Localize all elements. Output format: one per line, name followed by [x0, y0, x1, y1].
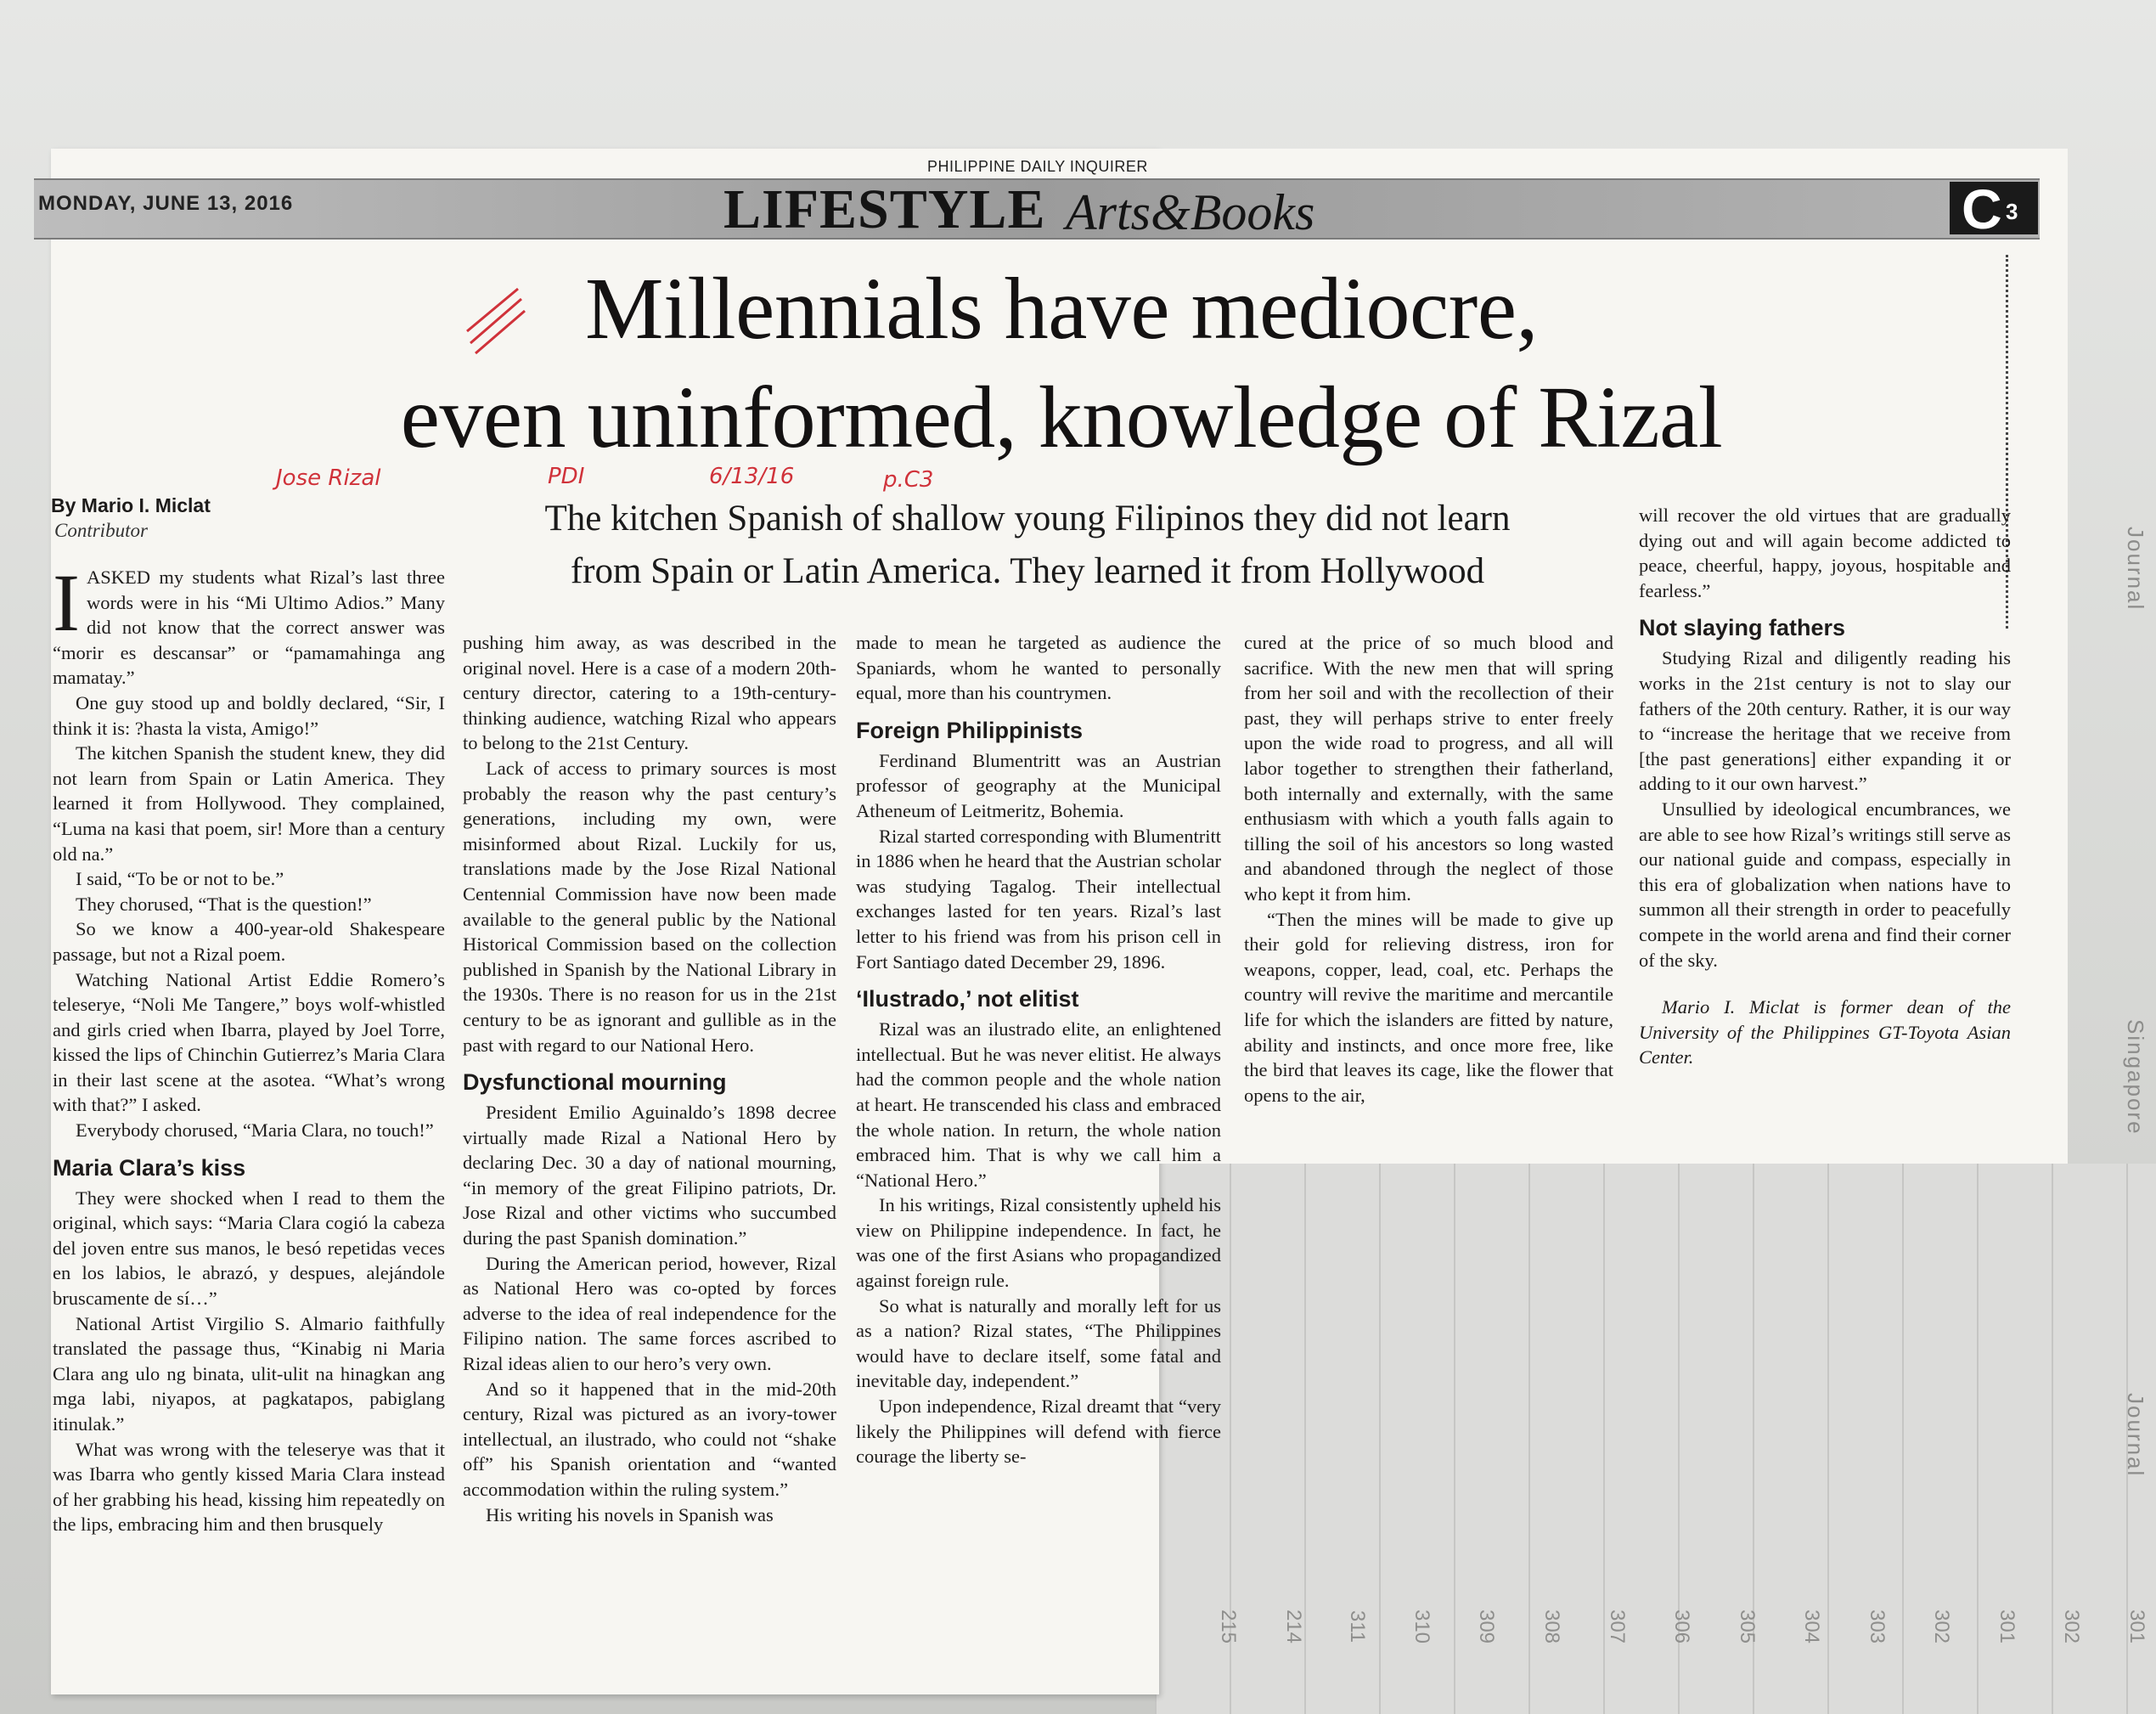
paragraph: “Then the mines will be made to give up their gold for relieving distress, iron for weapons, copper, lead, coal, etc. Perhaps the country will revive the maritime and mercantile life for which the islanders are fitted by nature, ability and instincts, and once more free, like the bird that leaves its cage, like the flower that opens to the air,: [1244, 908, 1613, 1106]
paragraph: Lack of access to primary sources is most probably the reason why the past century’s generations, including my own, were misinformed about Rizal. Luckily for us, translations made by the Jose Rizal National Centennial Commission have now been made available to the general public by the National Historical Commission based on the collection published in Spanish by the National Library in the 1930s. There is no reason for us in the 21st century to be as ignorant and gullible as in the past with regard to our National Hero.: [463, 757, 836, 1056]
page-section-letter: C: [1962, 178, 2002, 240]
ledger-number: 302: [2060, 1609, 2084, 1644]
ledger-column-numbers: [1206, 1610, 2148, 1644]
ledger-number: 310: [1410, 1609, 1433, 1644]
paragraph: The kitchen Spanish the student knew, they did not learn from Spain or Latin America. They learned it from Hollywood. They complained, “Luma na kasi that poem, sir! More than a century old na.”: [53, 742, 445, 865]
column-2: [463, 630, 836, 1527]
ledger-number: 304: [1800, 1609, 1824, 1644]
ledger-number: 309: [1475, 1609, 1499, 1644]
subhead: Dysfunctional mourning: [463, 1069, 727, 1096]
paragraph: They chorused, “That is the question!”: [76, 893, 372, 915]
headline-line-1: Millennials have mediocre,: [585, 260, 1538, 358]
headline-line-2: even uninformed, knowledge of Rizal: [400, 369, 1723, 466]
ledger-number: 311: [1346, 1610, 1370, 1644]
ledger-number: 302: [1930, 1609, 1954, 1644]
paragraph: President Emilio Aguinaldo’s 1898 decree virtually made Rizal a National Hero by declaring Dec. 30 a day of national mourning, “in memory of the great Filipino patriots, Dr. Jose Rizal and other victims who succumbed during the past Spanish domination.”: [463, 1102, 836, 1249]
drop-cap: I: [53, 557, 80, 648]
ledger-number: 301: [1995, 1609, 2018, 1644]
annotation-name: Jose Rizal: [276, 465, 381, 491]
ledger-side-label: Journal: [2123, 527, 2148, 612]
author-bio: Mario I. Miclat is former dean of the University of the Philippines GT-Toyota Asian Center.: [1639, 996, 2011, 1068]
paragraph: In his writings, Rizal consistently upheld his view on Philippine independence. In fact, he was one of the first Asians who propagandized against foreign rule.: [856, 1194, 1221, 1292]
paragraph: Everybody chorused, “Maria Clara, no touch!”: [76, 1119, 434, 1142]
paragraph: So what is naturally and morally left for us as a nation? Rizal states, “The Philippines would have to declare itself, some fatal and inevitable day, independent.”: [856, 1294, 1221, 1392]
column-3: [856, 630, 1221, 1469]
paragraph: And so it happened that in the mid-20th century, Rizal was pictured as an ivory-tower intellectual, an ilustrado, who could not “shake off” his Spanish orientation and “wanted accommodation within the ruling system.”: [463, 1378, 836, 1500]
ledger-number: 305: [1735, 1609, 1759, 1644]
page-badge: [1950, 178, 2038, 240]
annotation-date: 6/13/16: [709, 464, 795, 489]
ledger-number: 307: [1605, 1609, 1629, 1644]
subhead: Maria Clara’s kiss: [53, 1154, 246, 1181]
deck-line-2: from Spain or Latin America. They learned it from Hollywood: [570, 551, 1485, 591]
section-subtitle: Arts&Books: [1066, 184, 1315, 240]
paragraph: What was wrong with the teleserye was that it was Ibarra who gently kissed Maria Clara instead of her grabbing his head, kissing him repeatedly on the lips, embracing him and then brusquely: [53, 1438, 445, 1536]
ledger-number: 215: [1217, 1609, 1241, 1644]
paragraph: Upon independence, Rizal dreamt that “very likely the Philippines will defend with fierce courage the liberty se-: [856, 1395, 1221, 1468]
paragraph: So we know a 400-year-old Shakespeare passage, but not a Rizal poem.: [53, 918, 445, 965]
ledger-number: 301: [2125, 1609, 2148, 1644]
article-deck: [459, 493, 1596, 598]
paragraph: cured at the price of so much blood and sacrifice. With the new men that will spring from her soil and with the recollection of their past, they will perhaps strive to enter freely upon the wide road to progress, and all will labor together to strengthen their fatherland, both internally and externally, with the same enthusiasm with which a youth falls again to tilling the soil of his ancestors so long wasted and abandoned through the neglect of those who kept it from him.: [1244, 632, 1613, 905]
column-5: [1639, 503, 2011, 1070]
subhead: Foreign Philippinists: [856, 717, 1084, 743]
paragraph: I said, “To be or not to be.”: [76, 868, 284, 890]
paragraph: made to mean he targeted as audience the Spaniards, whom he wanted to personally equal, more than his countrymen.: [856, 632, 1221, 704]
paragraph: [53, 557, 445, 691]
ledger-number: 306: [1670, 1609, 1694, 1644]
ledger-number: 308: [1540, 1609, 1563, 1644]
page-number: 3: [2006, 199, 2018, 224]
paragraph: They were shocked when I read to them the original, which says: “Maria Clara cogió la cabeza del joven entre sus manos, le besó repetidas veces en los labios, le abrazó, y despues, alejándole bruscamente de sí…”: [53, 1187, 445, 1310]
subhead: ‘Ilustrado,’ not elitist: [856, 986, 1079, 1012]
ledger-number: 303: [1865, 1609, 1889, 1644]
paragraph: During the American period, however, Rizal as National Hero was co-opted by forces adverse to the idea of real independence for the Filipino nation. The same forces ascribed to Rizal ideas alien to our hero’s very own.: [463, 1252, 836, 1375]
paragraph: Ferdinand Blumentritt was an Austrian professor of geography at the Municipal Atheneum of Leitmeritz, Bohemia.: [856, 749, 1221, 821]
ledger-side-label: Singapore: [2123, 1019, 2148, 1136]
author-role: Contributor: [54, 520, 148, 541]
paragraph: Rizal started corresponding with Blumentritt in 1886 when he heard that the Austrian scholar was studying Tagalog. Their intellectual exchanges lasted for ten years. Rizal’s last letter to his friend was from his prison cell in Fort Santiago dated December 29, 1896.: [856, 825, 1221, 973]
annotation-paper: PDI: [548, 464, 585, 489]
publication-name: PHILIPPINE DAILY INQUIRER: [927, 158, 1148, 175]
deck-line-1: The kitchen Spanish of shallow young Filipinos they did not learn: [544, 499, 1511, 538]
article-byline: By Mario I. Miclat: [51, 494, 211, 516]
paragraph: will recover the old virtues that are gradually dying out and will again become addicted to peace, cheerful, happy, joyous, hospitable and fearless.”: [1639, 505, 2011, 601]
paragraph: National Artist Virgilio S. Almario faithfully translated the passage thus, “Kinabig ni Maria Clara ang ulo ng binata, ulit-ulit na hinagkan ang mga labi, niyapos, at pagkatapos, pabiglang itinulak.”: [53, 1312, 445, 1435]
paragraph: His writing his novels in Spanish was: [486, 1503, 774, 1525]
column-1: [53, 557, 445, 1537]
paragraph: Studying Rizal and diligently reading his works in the 21st century is not to slay our fathers of the 20th century. Rather, it is our way to “increase the heritage that we receive from [the past generations] either expanding it or adding to it our own harvest.”: [1639, 647, 2011, 795]
issue-date: MONDAY, JUNE 13, 2016: [38, 192, 294, 215]
subhead: Not slaying fathers: [1639, 615, 1846, 641]
paragraph: Unsullied by ideological encumbrances, we are able to see how Rizal’s writings still serve as our national guide and compass, especially in this era of globalization when nations have to summon all their strength in order to peacefully compete in the world arena and find their corner of the sky.: [1639, 798, 2011, 971]
ledger-side-label: Journal: [2123, 1393, 2148, 1478]
paragraph: pushing him away, as was described in the original novel. Here is a case of a modern 20th-century director, catering to a 19th-century-thinking audience, watching Rizal who appears to belong to the 21st Century.: [463, 632, 836, 754]
annotation-page: p.C3: [883, 467, 934, 493]
section-title: LIFESTYLE: [723, 178, 1046, 240]
paragraph: Watching National Artist Eddie Romero’s teleserye, “Noli Me Tangere,” boys wolf-whistled and girls cried when Ibarra, played by Joel Torre, kissed the lips of Chinchin Gutierrez’s Maria Clara in their last scene at the asotea. “What’s wrong with that?” I asked.: [53, 968, 445, 1116]
ledger-number: 214: [1281, 1609, 1305, 1644]
column-4: [1244, 630, 1613, 1108]
paragraph: Rizal was an ilustrado elite, an enlightened intellectual. But he was never elitist. He always had the common people and the whole nation at heart. He transcended his class and embraced the whole nation. In return, the whole nation embraced him. That is why we call him a “National Hero.”: [856, 1018, 1221, 1191]
red-margin-mark-icon: [459, 280, 526, 357]
paragraph: One guy stood up and boldly declared, “Sir, I think it is: ?hasta la vista, Amigo!”: [53, 691, 445, 739]
paragraph-text: ASKED my students what Rizal’s last three words were in his “Mi Ultimo Adios.” Many did not know that the correct answer was “morir es descansar” or “pamamahinga ang mamatay.”: [53, 567, 445, 689]
